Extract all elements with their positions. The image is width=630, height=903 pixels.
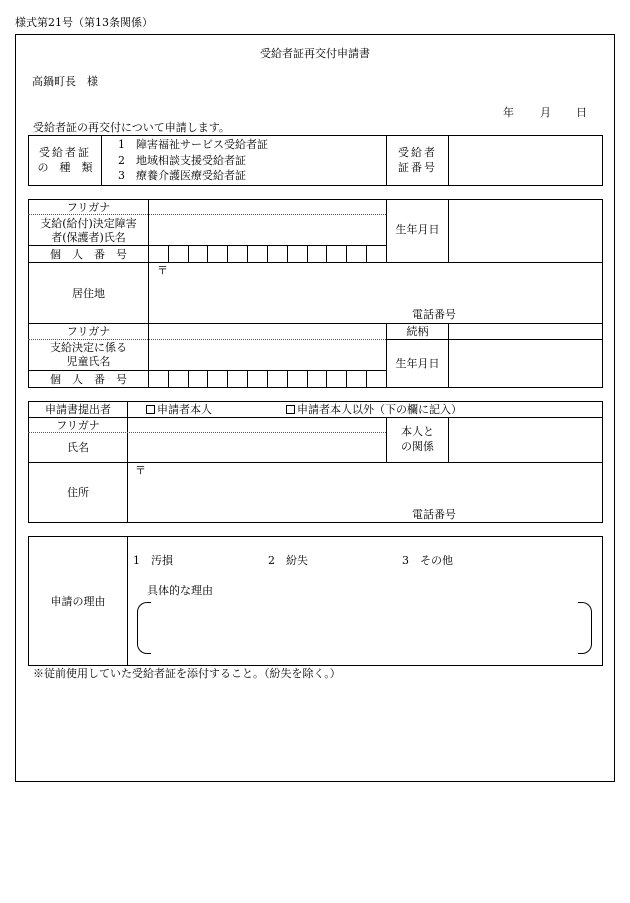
guardian-postal-mark: 〒 xyxy=(157,264,168,277)
child-birth-label: 生年月日 xyxy=(395,357,440,370)
checkbox-self[interactable] xyxy=(146,405,155,414)
child-name-label-1: 支給決定に係る xyxy=(50,341,127,354)
intro-text: 受給者証の再交付について申請します。 xyxy=(33,121,230,134)
submitter-self-option[interactable]: 申請者本人 xyxy=(146,403,212,416)
child-my-number-field[interactable] xyxy=(150,372,385,387)
cert-option-3[interactable]: 3 療養介護医療受給者証 xyxy=(118,169,246,182)
submitter-relation-label-1: 本人と xyxy=(401,425,434,438)
cert-type-label-1: 受給者証 xyxy=(39,146,91,159)
guardian-name-label-2: 者(保護者)氏名 xyxy=(51,231,126,244)
guardian-name-field[interactable] xyxy=(150,216,385,244)
submitter-address-field[interactable] xyxy=(129,477,601,507)
right-bracket xyxy=(578,602,592,654)
guardian-birth-label: 生年月日 xyxy=(395,223,440,236)
guardian-furigana-label: フリガナ xyxy=(66,201,111,214)
submitter-other-option[interactable]: 申請者本人以外（下の欄に記入） xyxy=(286,403,462,416)
submitter-address-label: 住所 xyxy=(67,486,89,499)
attachment-note: ※従前使用していた受給者証を添付すること。（紛失を除く。） xyxy=(33,667,341,680)
guardian-name-label-1: 支給(給付)決定障害 xyxy=(40,217,137,230)
submitter-name-field[interactable] xyxy=(129,434,385,461)
child-relation-label: 続柄 xyxy=(406,325,429,338)
guardian-phone-label: 電話番号 xyxy=(412,308,456,321)
form-title: 受給者証再交付申請書 xyxy=(260,47,370,60)
submitter-label: 申請書提出者 xyxy=(45,403,111,416)
submitter-furigana-field[interactable] xyxy=(129,419,385,431)
left-bracket xyxy=(137,602,151,654)
reason-option-3[interactable]: 3 その他 xyxy=(402,554,453,567)
guardian-furigana-field[interactable] xyxy=(150,201,385,213)
cert-option-1[interactable]: 1 障害福祉サービス受給者証 xyxy=(118,138,268,151)
reason-label: 申請の理由 xyxy=(50,595,106,608)
cert-option-2[interactable]: 2 地域相談支援受給者証 xyxy=(118,154,246,167)
child-name-field[interactable] xyxy=(150,341,385,369)
child-furigana-label: フリガナ xyxy=(66,325,111,338)
date-year-label: 年 xyxy=(503,106,514,119)
submitter-name-label: 氏名 xyxy=(67,441,89,454)
reason-option-1[interactable]: 1 汚損 xyxy=(133,554,173,567)
guardian-my-number-field[interactable] xyxy=(150,247,385,261)
reason-detail-label: 具体的な理由 xyxy=(147,584,213,597)
guardian-birth-field[interactable] xyxy=(450,201,601,261)
child-name-label-2: 児童氏名 xyxy=(66,355,111,368)
form-number: 様式第21号（第13条関係） xyxy=(15,16,153,29)
submitter-relation-field[interactable] xyxy=(450,419,601,461)
date-month-label: 月 xyxy=(540,106,551,119)
child-relation-field[interactable] xyxy=(450,325,601,338)
reason-option-2[interactable]: 2 紛失 xyxy=(268,554,308,567)
checkbox-other[interactable] xyxy=(286,405,295,414)
child-furigana-field[interactable] xyxy=(150,325,385,337)
cert-type-label-2: の 種 類 xyxy=(37,161,93,174)
submitter-relation-label-2: の関係 xyxy=(401,440,434,453)
cert-number-label-2: 証番号 xyxy=(398,161,437,174)
cert-number-label-1: 受給者 xyxy=(398,146,437,159)
guardian-my-number-label: 個 人 番 号 xyxy=(50,248,127,261)
addressee: 高鍋町長 様 xyxy=(32,75,98,88)
guardian-address-field[interactable] xyxy=(150,276,602,306)
guardian-address-label: 居住地 xyxy=(72,287,105,300)
child-my-number-label: 個 人 番 号 xyxy=(50,373,127,386)
submitter-furigana-label: フリガナ xyxy=(56,419,100,432)
cert-number-field[interactable] xyxy=(450,137,601,184)
reason-detail-field[interactable] xyxy=(153,604,576,652)
submitter-postal-mark: 〒 xyxy=(135,464,146,477)
date-day-label: 日 xyxy=(576,106,587,119)
submitter-phone-label: 電話番号 xyxy=(412,508,456,521)
child-birth-field[interactable] xyxy=(450,341,601,387)
